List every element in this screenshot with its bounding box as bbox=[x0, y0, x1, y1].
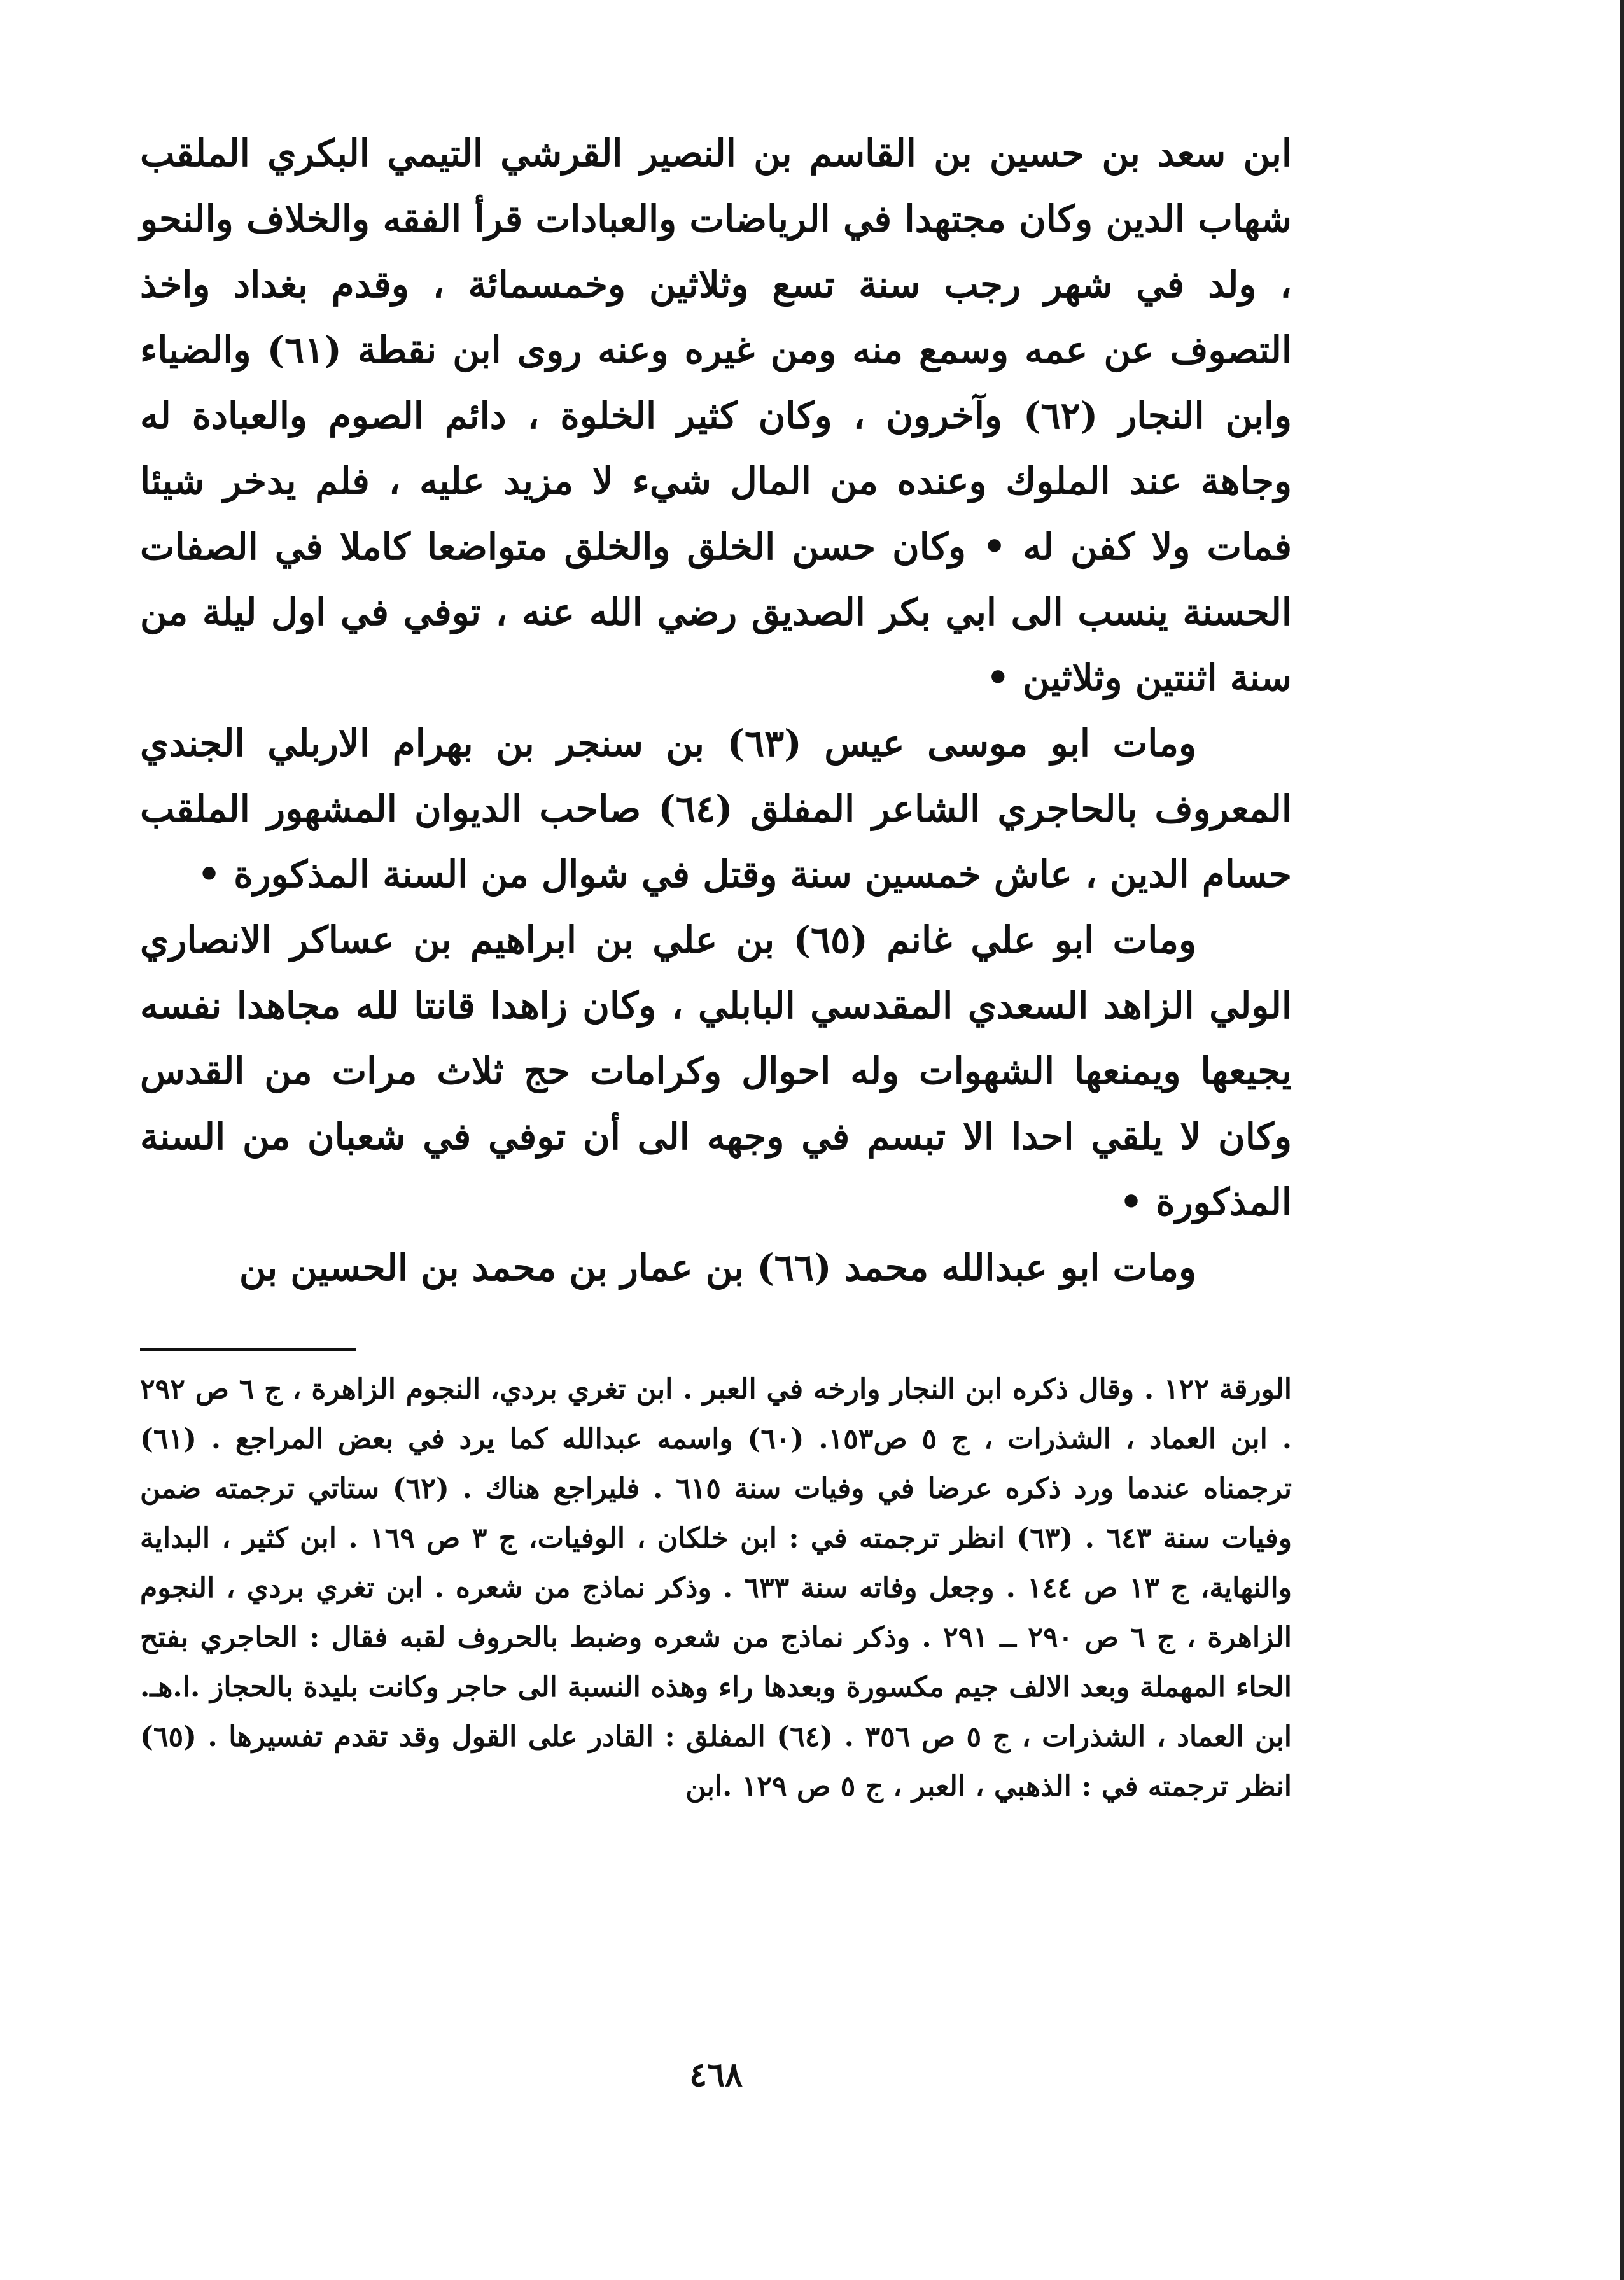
paragraph-4: ومات ابو عبدالله محمد (٦٦) بن عمار بن محمد بن الحسين بن bbox=[239, 1246, 1196, 1289]
footnotes bbox=[140, 1365, 1292, 1812]
footnotes-text: الورقة ١٢٢ . وقال ذكره ابن النجار وارخه في العبر . ابن تغري بردي، النجوم الزاهرة ، ج ٦ ص ٢٩٢ . ابن العماد ، الشذرات ، ج ٥ ص١٥٣. (٦٠) واسمه عبدالله كما يرد في بعض المراجع . (٦١) ترجمناه عندما ورد ذكره عرضا في وفيات سنة ٦١٥ . فليراجع هناك . (٦٢) ستاتي ترجمته ضمن وفيات سنة ٦٤٣ . (٦٣) انظر ترجمته في : ابن خلكان ، الوفيات، ج ٣ ص ١٦٩ . ابن كثير ، البداية والنهاية، ج ١٣ ص ١٤٤ . وجعل وفاته سنة ٦٣٣ . وذكر نماذج من شعره . ابن تغري بردي ، النجوم الزاهرة ، ج ٦ ص ٢٩٠ ــ ٢٩١ . وذكر نماذج من شعره وضبط بالحروف لقبه فقال : الحاجري بفتح الحاء المهملة وبعد الالف جيم مكسورة وبعدها راء وهذه النسبة الى حاجر وكانت بليدة بالحجاز .ا.هـ. ابن العماد ، الشذرات ، ج ٥ ص ٣٥٦ . (٦٤) المفلق : القادر على القول وقد تقدم تفسيرها . (٦٥) انظر ترجمته في : الذهبي ، العبر ، ج ٥ ص ١٢٩ .ابن bbox=[140, 1373, 1292, 1803]
footnote-separator bbox=[140, 1348, 356, 1351]
book-page bbox=[140, 121, 1292, 2221]
page-number: ٤٦٨ bbox=[689, 2055, 743, 2094]
page-edge-rule bbox=[1620, 0, 1624, 2280]
paragraph-3: ومات ابو علي غانم (٦٥) بن علي بن ابراهيم بن عساكر الانصاري الولي الزاهد السعدي المقدسي البابلي ، وكان زاهدا قانتا لله مجاهدا نفسه يجيعها ويمنعها الشهوات وله احوال وكرامات حج ثلاث مرات من القدس وكان لا يلقي احدا الا تبسم في وجهه الى أن توفي في شعبان من السنة المذكورة • bbox=[140, 918, 1292, 1224]
paragraph-2: ومات ابو موسى عيس (٦٣) بن سنجر بن بهرام الاربلي الجندي المعروف بالحاجري الشاعر المفلق (٦٤) صاحب الديوان المشهور الملقب حسام الدين ، عاش خمسين سنة وقتل في شوال من السنة المذكورة • bbox=[140, 722, 1292, 896]
paragraph-1: ابن سعد بن حسين بن القاسم بن النصير القرشي التيمي البكري الملقب شهاب الدين وكان مجتهدا في الرياضات والعبادات قرأ الفقه والخلاف والنحو ، ولد في شهر رجب سنة تسع وثلاثين وخمسمائة ، وقدم بغداد واخذ التصوف عن عمه وسمع منه ومن غيره وعنه روى ابن نقطة (٦١) والضياء وابن النجار (٦٢) وآخرون ، وكان كثير الخلوة ، دائم الصوم والعبادة له وجاهة عند الملوك وعنده من المال شيء لا مزيد عليه ، فلم يدخر شيئا فمات ولا كفن له • وكان حسن الخلق والخلق متواضعا كاملا في الصفات الحسنة ينسب الى ابي بكر الصديق رضي الله عنه ، توفي في اول ليلة من سنة اثنتين وثلاثين • bbox=[140, 132, 1292, 699]
main-text bbox=[140, 121, 1292, 1301]
